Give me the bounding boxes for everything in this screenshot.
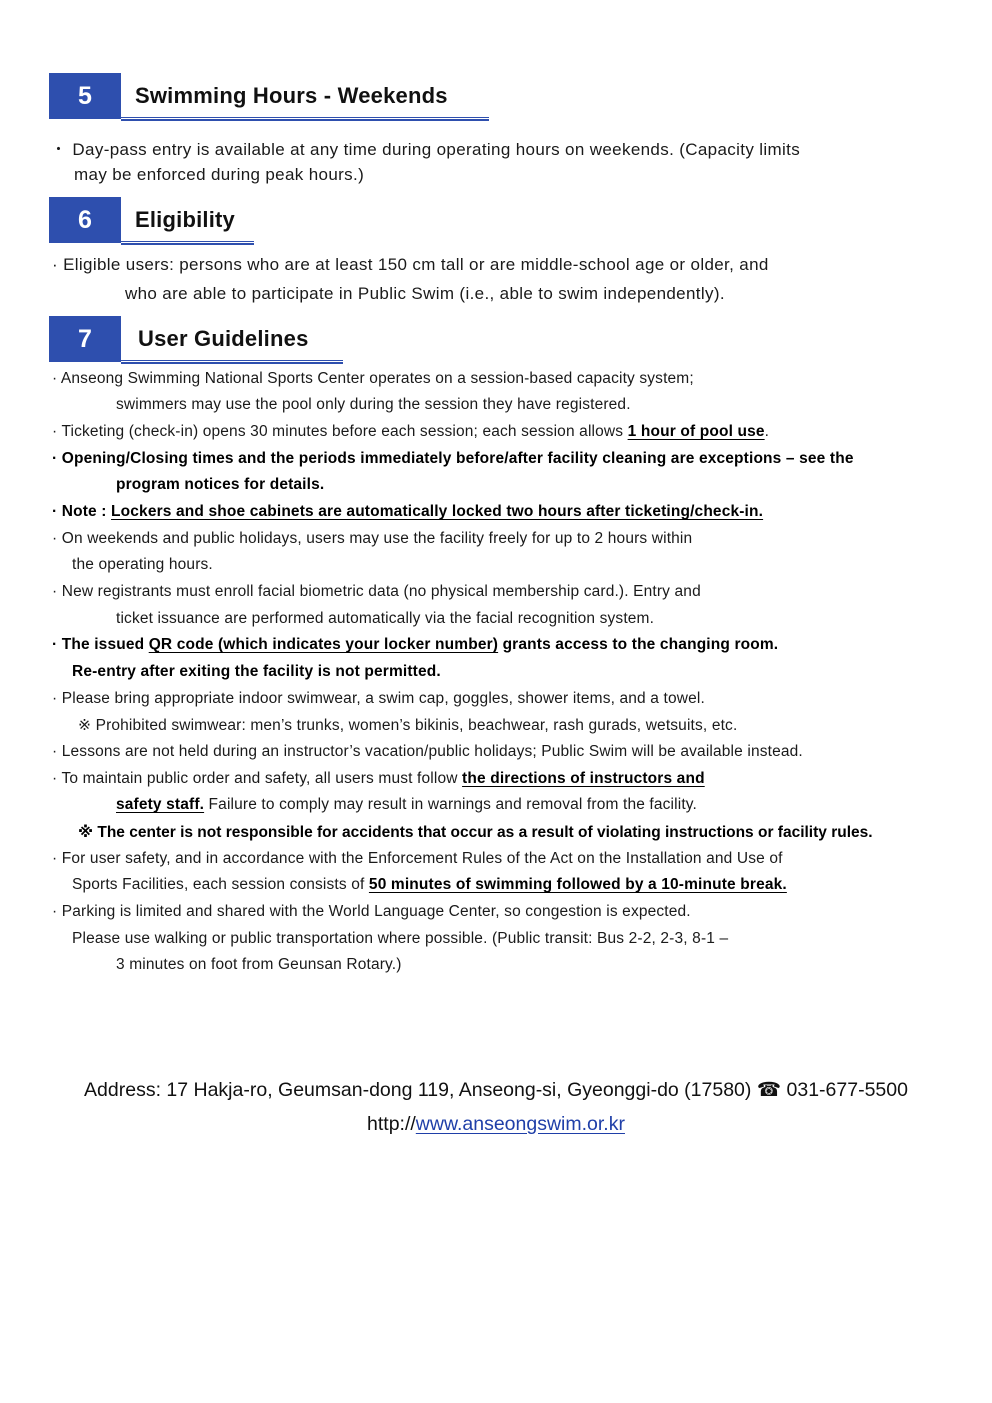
title-underline xyxy=(121,241,254,245)
text-line: ・ Day-pass entry is available at any time during operating hours on weekends. (Capacity limits xyxy=(50,140,801,159)
text-line xyxy=(52,770,705,788)
text-line: 3 minutes on foot from Geunsan Rotary.) xyxy=(116,956,402,973)
section-number: 6 xyxy=(49,197,121,243)
text-line: may be enforced during peak hours.) xyxy=(74,165,365,184)
text-line: · Eligible users: persons who are at least 150 cm tall or are middle-school age or older, and xyxy=(52,255,769,274)
section-5-header xyxy=(49,73,489,121)
section-title: Eligibility xyxy=(135,207,235,232)
emphasis-run: 50 minutes of swimming followed by a 10-minute break. xyxy=(368,876,787,893)
text-run: Sports Facilities, each session consists of xyxy=(72,876,369,893)
text-run: . xyxy=(764,423,770,440)
title-underline xyxy=(121,117,489,121)
text-line xyxy=(116,796,697,814)
text-line: swimmers may use the pool only during the session they have registered. xyxy=(116,396,631,413)
text-line xyxy=(52,503,763,521)
text-line: · Please bring appropriate indoor swimwear, a swim cap, goggles, shower items, and a towel. xyxy=(52,690,705,707)
text-line xyxy=(72,876,787,894)
emphasis-run: 1 hour of pool use xyxy=(627,423,765,440)
text-line xyxy=(52,636,778,654)
text-line: · For user safety, and in accordance with the Enforcement Rules of the Act on the Installation and Use of xyxy=(52,850,783,867)
text-line: · On weekends and public holidays, users may use the facility freely for up to 2 hours within xyxy=(52,530,693,547)
text-line: · Opening/Closing times and the periods immediately before/after facility cleaning are exceptions – see the xyxy=(52,450,854,467)
text-line: · New registrants must enroll facial biometric data (no physical membership card.). Entry and xyxy=(52,583,701,600)
url-prefix: http:// xyxy=(367,1113,416,1135)
text-line: who are able to participate in Public Swim (i.e., able to swim independently). xyxy=(125,284,725,303)
emphasis-run: safety staff. xyxy=(116,796,205,813)
section-number: 7 xyxy=(49,316,121,362)
emphasis-run: the directions of instructors and xyxy=(462,770,705,787)
text-line: ticket issuance are performed automatically via the facial recognition system. xyxy=(116,610,655,627)
section-title: User Guidelines xyxy=(138,326,309,351)
text-line: Please use walking or public transportation where possible. (Public transit: Bus 2-2, 2-3, 8-1 – xyxy=(72,930,729,947)
text-line: the operating hours. xyxy=(72,556,213,573)
section-number: 5 xyxy=(49,73,121,119)
section-6-header xyxy=(49,197,255,245)
text-line: ※ The center is not responsible for accidents that occur as a result of violating instructions or facility rules. xyxy=(78,824,873,841)
section-title: Swimming Hours - Weekends xyxy=(135,83,448,108)
website-link[interactable]: www.anseongswim.or.kr xyxy=(415,1113,625,1135)
text-run: Failure to comply may result in warnings and removal from the facility. xyxy=(204,796,698,813)
text-line: · Lessons are not held during an instructor’s vacation/public holidays; Public Swim will be available instead. xyxy=(52,743,803,760)
text-line: ※ Prohibited swimwear: men’s trunks, women’s bikinis, beachwear, rash gurads, wetsuits, etc. xyxy=(78,717,738,734)
footer-website xyxy=(0,1113,992,1136)
section-7-header xyxy=(49,316,343,364)
text-run: · Ticketing (check-in) opens 30 minutes before each session; each session allows xyxy=(52,423,628,440)
emphasis-run: QR code (which indicates your locker number) xyxy=(148,636,499,653)
text-line: · Parking is limited and shared with the World Language Center, so congestion is expected. xyxy=(52,903,691,920)
text-line: · Anseong Swimming National Sports Center operates on a session-based capacity system; xyxy=(52,370,694,387)
text-run: · To maintain public order and safety, all users must follow xyxy=(52,770,463,787)
footer-address: Address: 17 Hakja-ro, Geumsan-dong 119, Anseong-si, Gyeonggi-do (17580) ☎ 031-677-5500 xyxy=(84,1079,908,1101)
title-underline xyxy=(121,360,343,364)
text-line xyxy=(52,423,769,441)
text-line: program notices for details. xyxy=(116,476,325,493)
text-line: Re-entry after exiting the facility is not permitted. xyxy=(72,663,441,680)
text-run: grants access to the changing room. xyxy=(498,636,779,653)
emphasis-run: Lockers and shoe cabinets are automatically locked two hours after ticketing/check-in. xyxy=(111,503,764,520)
text-run: · Note : xyxy=(52,503,112,520)
text-run: · The issued xyxy=(52,636,149,653)
